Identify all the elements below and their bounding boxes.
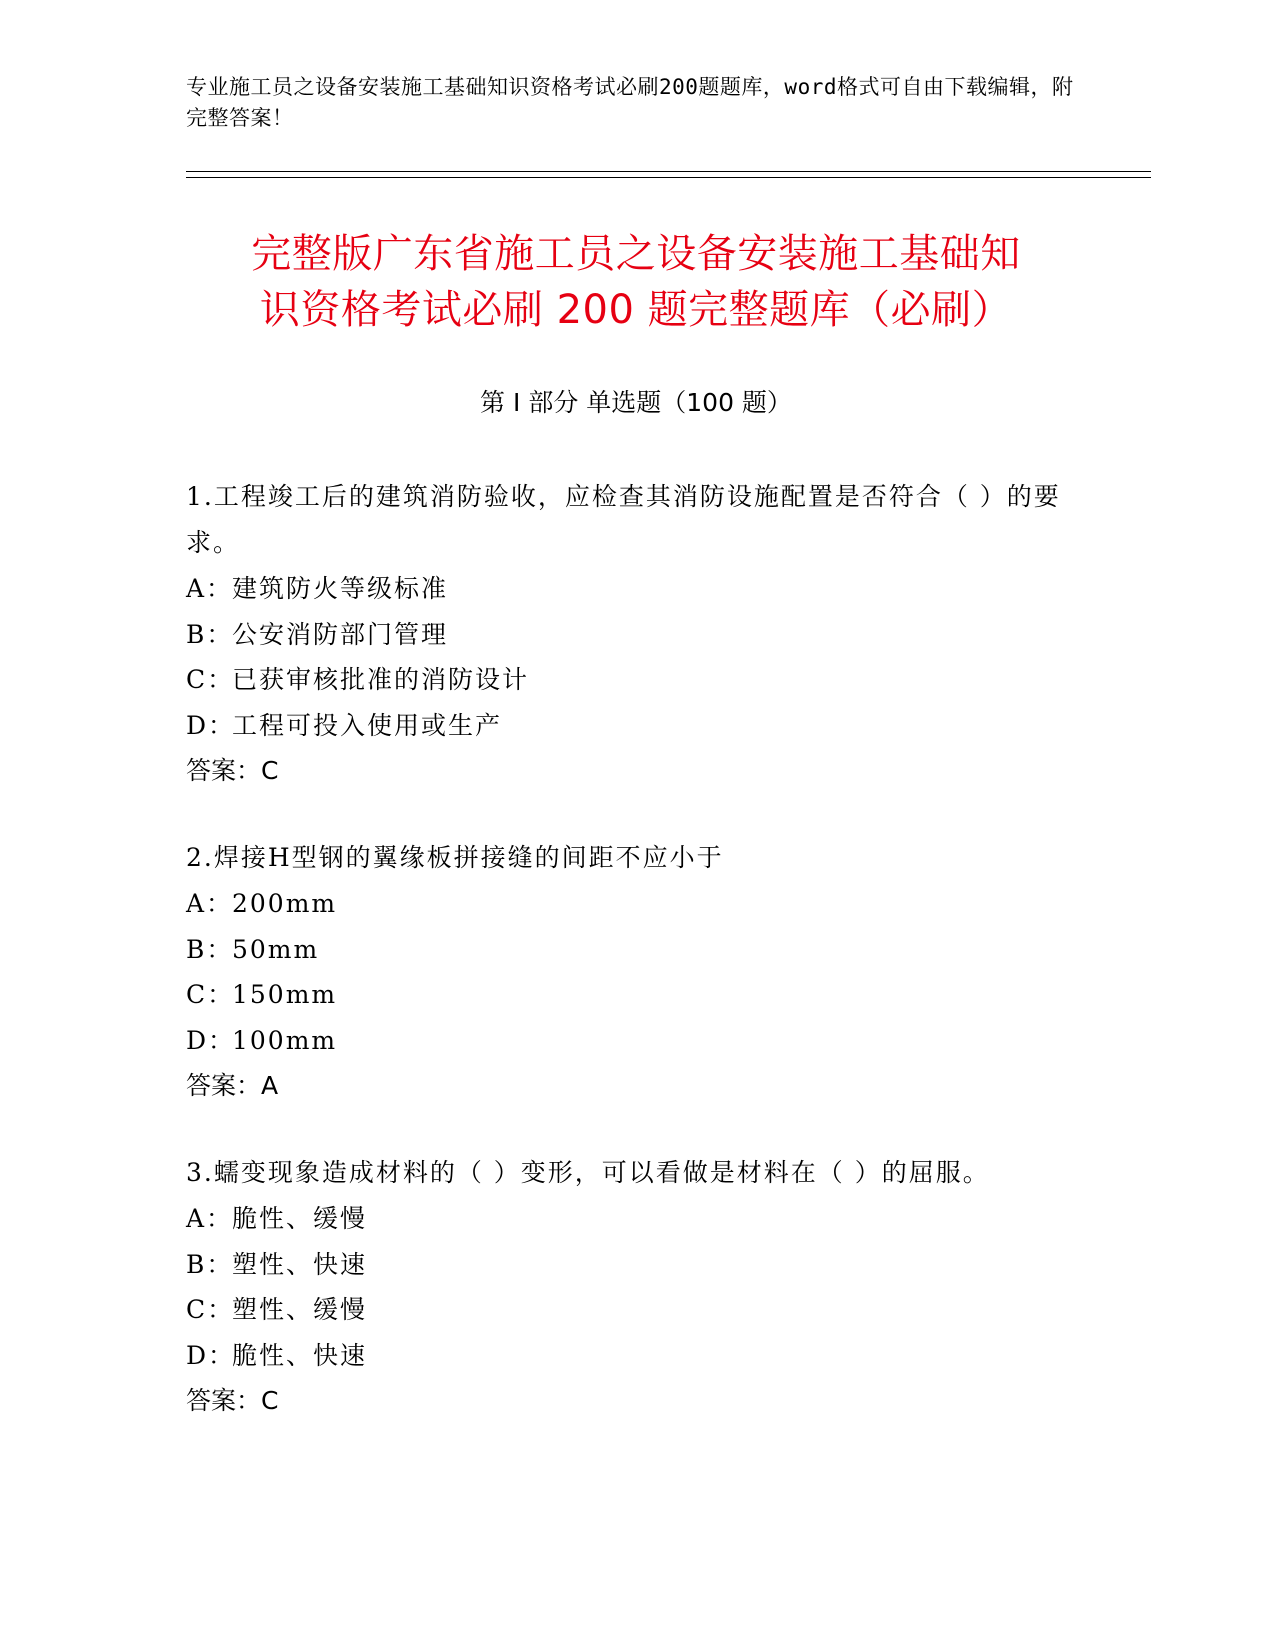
- option-key: D：: [186, 1025, 236, 1055]
- option-text: 脆性、缓慢: [232, 1204, 368, 1233]
- option-text: 150mm: [232, 980, 338, 1009]
- answer-label: 答案：: [186, 1071, 262, 1100]
- header-divider-bottom: [186, 177, 1151, 178]
- option-text: 塑性、快速: [232, 1249, 368, 1279]
- question-item: [186, 1150, 1086, 1423]
- answer-value: C: [261, 756, 279, 785]
- option-d: [186, 1018, 1086, 1064]
- question-stem: 1.工程竣工后的建筑消防验收，应检查其消防设施配置是否符合（ ）的要求。: [186, 482, 1061, 557]
- question-item: [186, 474, 1086, 793]
- option-b: [186, 927, 1086, 973]
- answer-value: A: [261, 1071, 279, 1100]
- option-d: [186, 703, 1086, 749]
- option-text: 200mm: [232, 889, 338, 918]
- option-text: 已获审核批准的消防设计: [232, 665, 530, 694]
- option-key: C：: [186, 1295, 235, 1324]
- document-title-line-2: 识资格考试必刷 200 题完整题库（必刷）: [259, 287, 1013, 333]
- section-title: 第 I 部分 单选题（100 题）: [480, 388, 792, 417]
- header-divider-top: [186, 171, 1151, 172]
- option-b: [186, 1242, 1086, 1288]
- answer-line: [186, 748, 1086, 793]
- option-b: [186, 612, 1086, 658]
- document-title: [186, 226, 1086, 338]
- answer-label: 答案：: [186, 756, 262, 785]
- option-text: 建筑防火等级标准: [232, 574, 449, 603]
- option-key: A：: [186, 1204, 234, 1233]
- option-key: B：: [186, 1249, 234, 1279]
- question-stem: 3.蠕变现象造成材料的（ ）变形，可以看做是材料在（ ）的屈服。: [186, 1158, 990, 1187]
- answer-label: 答案：: [186, 1386, 262, 1415]
- option-key: C：: [186, 665, 235, 694]
- option-c: [186, 1287, 1086, 1333]
- option-text: 脆性、快速: [232, 1340, 368, 1370]
- option-key: B：: [186, 619, 234, 649]
- document-header-note: 专业施工员之设备安装施工基础知识资格考试必刷200题题库，word格式可自由下载编辑，附完整答案！: [186, 75, 1074, 130]
- option-a: [186, 881, 1086, 927]
- question-list: [186, 474, 1086, 1465]
- answer-value: C: [261, 1386, 279, 1415]
- option-text: 100mm: [232, 1025, 338, 1055]
- option-key: A：: [186, 574, 234, 603]
- document-title-line-1: 完整版广东省施工员之设备安装施工基础知: [251, 231, 1021, 277]
- option-key: D：: [186, 710, 236, 740]
- answer-line: [186, 1063, 1086, 1108]
- option-key: A：: [186, 889, 234, 918]
- option-text: 塑性、缓慢: [232, 1295, 368, 1324]
- option-d: [186, 1333, 1086, 1379]
- option-c: [186, 657, 1086, 703]
- option-a: [186, 1196, 1086, 1242]
- question-item: [186, 835, 1086, 1108]
- option-a: [186, 566, 1086, 612]
- option-text: 公安消防部门管理: [232, 619, 449, 649]
- option-text: 工程可投入使用或生产: [232, 710, 503, 740]
- question-stem: 2.焊接H型钢的翼缘板拼接缝的间距不应小于: [186, 843, 724, 872]
- answer-line: [186, 1378, 1086, 1423]
- option-text: 50mm: [232, 934, 320, 964]
- option-key: C：: [186, 980, 235, 1009]
- option-c: [186, 972, 1086, 1018]
- option-key: D：: [186, 1340, 236, 1370]
- option-key: B：: [186, 934, 234, 964]
